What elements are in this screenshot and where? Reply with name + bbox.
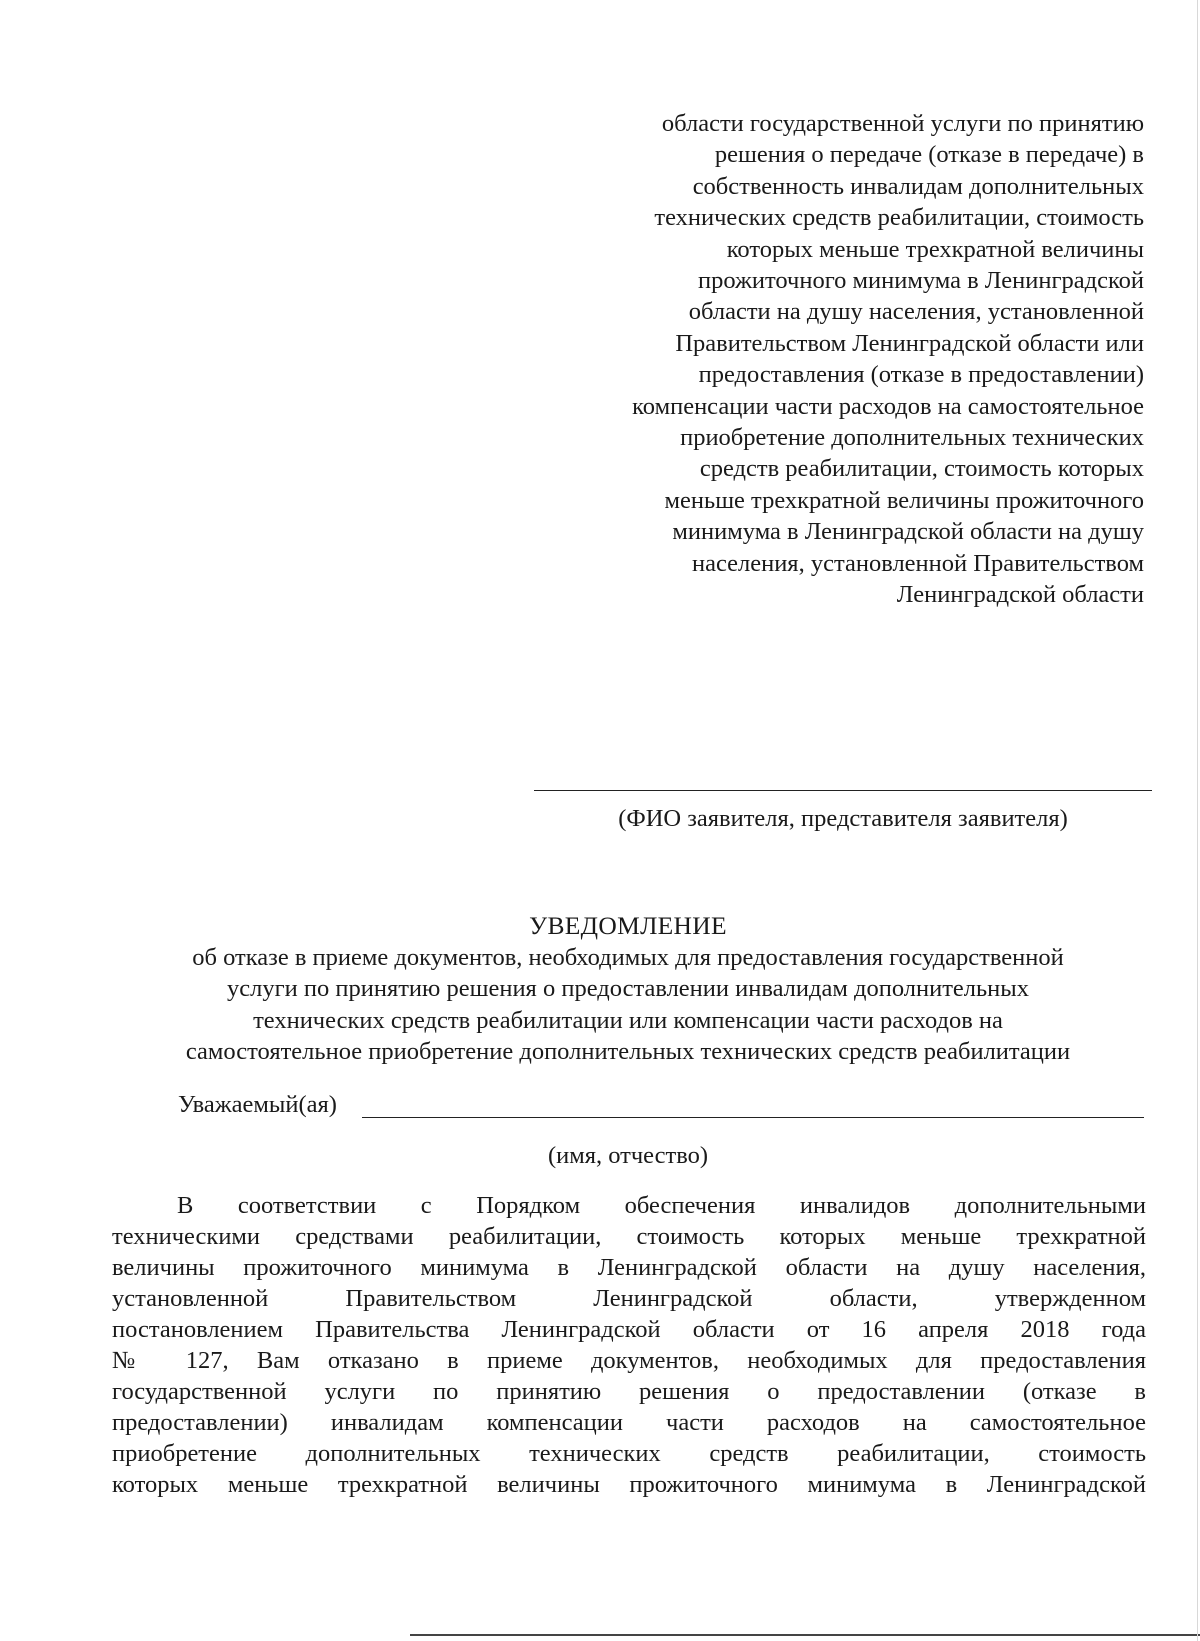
notice-subtitle — [100, 942, 1156, 1067]
header-line: технических средств реабилитации, стоимость — [654, 204, 1144, 232]
body-line: техническими средствами реабилитации, стоимость которых меньше трехкратной — [112, 1223, 1146, 1250]
notice-title: УВЕДОМЛЕНИЕ — [529, 911, 727, 940]
name-caption: (имя, отчество) — [547, 1142, 709, 1169]
header-line: Правительством Ленинградской области или — [675, 329, 1144, 357]
header-line: средств реабилитации, стоимость которых — [699, 455, 1144, 483]
header-block — [504, 108, 1144, 611]
header-line: приобретение дополнительных технических — [680, 424, 1144, 452]
notice-subtitle-line: технических средств реабилитации или компенсации части расходов на — [253, 1006, 1003, 1034]
body-line: которых меньше трехкратной величины прожиточного минимума в Ленинградской — [112, 1471, 1146, 1498]
body-line: № 127, Вам отказано в приеме документов, необходимых для предоставления — [112, 1347, 1146, 1374]
header-line: области государственной услуги по принятию — [661, 110, 1144, 137]
header-line: населения, установленной Правительством — [691, 549, 1144, 577]
header-line: минимума в Ленинградской области на душу — [672, 518, 1144, 546]
body-line: установленной Правительством Ленинградской области, утвержденном — [112, 1285, 1146, 1312]
header-line: меньше трехкратной величины прожиточного — [664, 486, 1144, 514]
scan-edge-right — [1197, 0, 1198, 1641]
notice-subtitle-line: услуги по принятию решения о предоставлении инвалидам дополнительных — [227, 975, 1029, 1003]
applicant-caption: (ФИО заявителя, представителя заявителя) — [618, 805, 1068, 832]
header-line: решения о передаче (отказе в передаче) в — [714, 141, 1144, 169]
body-line: предоставлении) инвалидам компенсации части расходов на самостоятельное — [112, 1409, 1146, 1436]
body-line: государственной услуги по принятию решения о предоставлении (отказе в — [112, 1378, 1146, 1405]
header-line: прожиточного минимума в Ленинградской — [697, 267, 1144, 295]
body-line: величины прожиточного минимума в Ленинградской области на душу населения, — [112, 1254, 1146, 1281]
applicant-name-line — [534, 790, 1152, 791]
header-line: которых меньше трехкратной величины — [726, 235, 1144, 263]
header-line: компенсации части расходов на самостоятельное — [632, 392, 1144, 420]
header-line: области на душу населения, установленной — [688, 298, 1144, 326]
body-line: приобретение дополнительных технических средств реабилитации, стоимость — [112, 1440, 1146, 1467]
body-line: постановлением Правительства Ленинградской области от 16 апреля 2018 года — [112, 1316, 1146, 1343]
body-line: В соответствии с Порядком обеспечения инвалидов дополнительными — [177, 1192, 1146, 1219]
header-line: предоставления (отказе в предоставлении) — [698, 361, 1144, 389]
salutation-name-line — [362, 1117, 1144, 1118]
body-paragraph — [112, 1190, 1146, 1500]
notice-subtitle-line: самостоятельное приобретение дополнительных технических средств реабилитации — [185, 1037, 1071, 1065]
header-line: Ленинградской области — [896, 581, 1144, 609]
header-line: собственность инвалидам дополнительных — [692, 172, 1144, 200]
notice-subtitle-line: об отказе в приеме документов, необходимых для предоставления государственной — [192, 944, 1064, 971]
salutation: Уважаемый(ая) — [178, 1091, 337, 1118]
scan-edge-bottom — [410, 1634, 1200, 1636]
